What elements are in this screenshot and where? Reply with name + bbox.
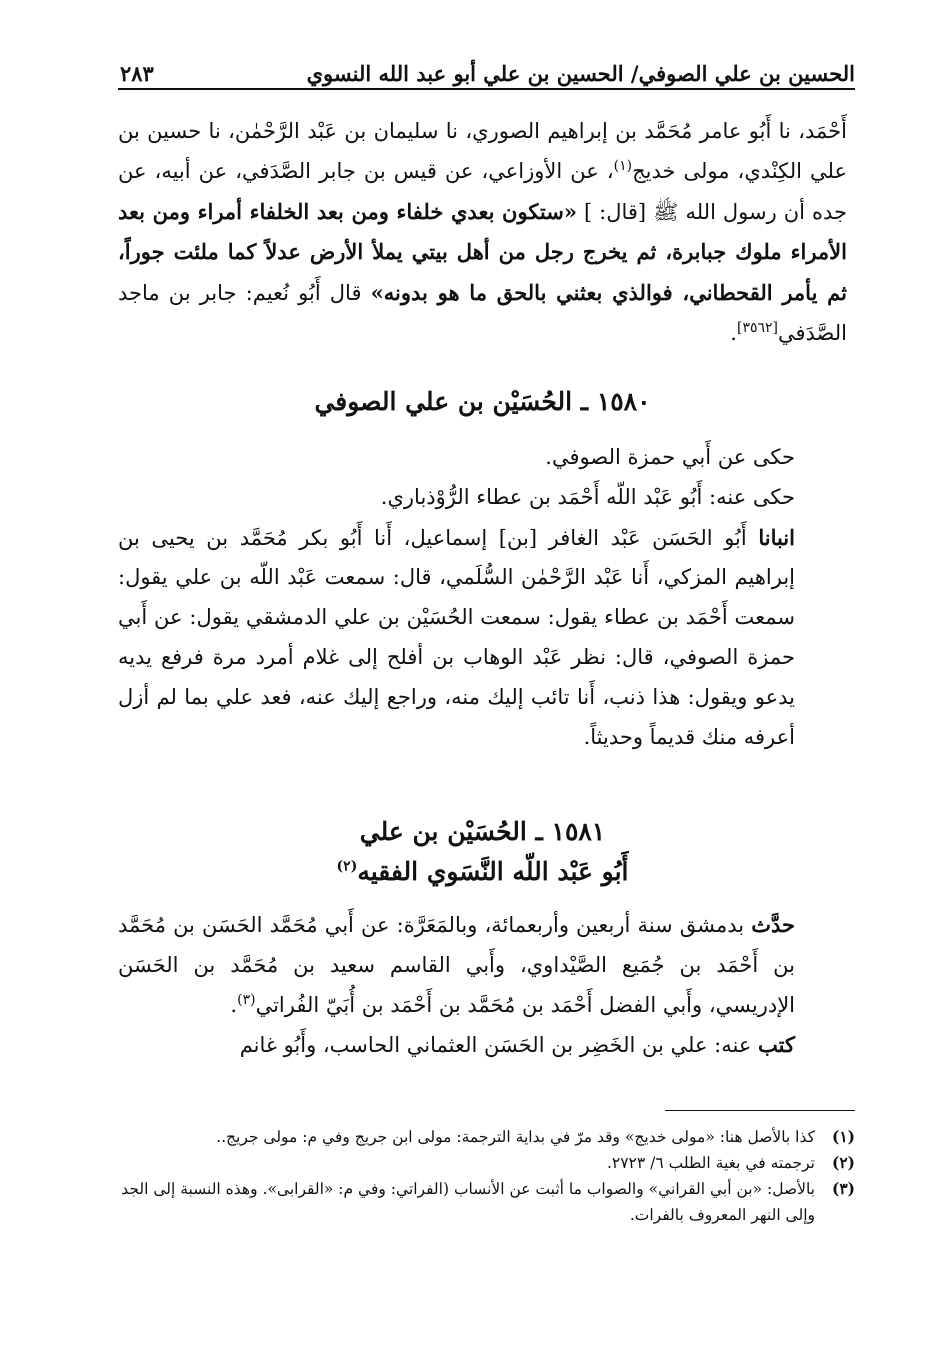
footnote-divider	[665, 1110, 855, 1111]
paragraph-text: أَبُو الحَسَن عَبْد الغافر [بن] إسماعيل، أَنا أَبُو بكر مُحَمَّد بن يحيى بن إبراهيم المزكي، أَنا عَبْد الرَّحْمٰن السُّلَمي، قال: سمعت عَبْد اللّه بن علي يقول: سمعت أَحْمَد بن عطاء يقول: سمعت الحُسَيْن بن علي الدمشقي يقول: عن أَبي حمزة الصوفي، قال: نظر عَبْد الوهاب بن أفلح إلى غلام أمرد مرة فرفع يديه يدعو ويقول: هذا ذنب، أَنا تائب إليك منه، وراجع إليك عنه، فعد علي بما لم أزل أعرفه منك قديماً وحديثاً.	[118, 525, 795, 749]
lead-word: كتب	[758, 1032, 795, 1058]
continuation-paragraph	[118, 112, 847, 354]
footnote-ref-2: (٢)	[336, 858, 358, 875]
entry-1581-paragraph-1	[118, 905, 847, 1025]
narrated-by-line: حكى عنه: أَبُو عَبْد اللّه أَحْمَد بن عطاء الرُّوْذباري.	[380, 484, 795, 509]
entry-1581-paragraph-2	[118, 1025, 847, 1066]
hadith-id-ref: [٣٥٦٢]	[736, 319, 778, 336]
footnote-number: (٣)	[831, 1179, 855, 1198]
footnote	[118, 1150, 855, 1176]
footnote-ref-1: (١)	[613, 157, 633, 174]
page-header	[120, 48, 855, 86]
entry-1580-heading: ١٥٨٠ ـ الحُسَيْن بن علي الصوفي	[314, 387, 651, 416]
narrator-comment: قال أَبُو نُعيم: جابر بن ماجد الصَّدَفي	[118, 281, 847, 345]
lead-word: حدَّث	[751, 912, 795, 937]
isnad-text-continued: ، عن الأوزاعي، عن قيس بن جابر الصَّدَفي، عن أبيه، عن جده أن رسول الله ﷺ [قال: ]	[118, 158, 847, 224]
isnad-text: أَحْمَد، نا أَبُو عامر مُحَمَّد بن إبراهيم الصوري، نا سليمان بن عَبْد الرَّحْمٰن، نا حسين بن علي الكِنْدي، مولى خديج	[118, 119, 847, 183]
running-title: الحسين بن علي الصوفي/ الحسين بن علي أبو عبد الله النسوي	[306, 61, 855, 86]
sentence-end: .	[230, 992, 238, 1017]
narrated-from-line: حكى عن أَبي حمزة الصوفي.	[545, 445, 795, 469]
heading-line-2	[118, 852, 847, 892]
header-divider	[118, 88, 855, 90]
paragraph-text: عنه: علي بن الخَضِر بن الحَسَن العثماني الحاسب، وأَبُو غانم	[239, 1033, 759, 1058]
footnote-ref-3: (٣)	[237, 991, 256, 1008]
footnote-number: (٢)	[831, 1153, 855, 1172]
page-number: ٢٨٣	[120, 61, 154, 86]
entry-1581-body	[118, 905, 847, 1066]
footnote	[118, 1176, 855, 1228]
entry-1580-paragraph	[118, 518, 847, 758]
footnote-text: بالأصل: «بن أبي القراني» والصواب ما أثبت عن الأنساب (الفراتي: وفي م: «القرابى». وهذه النسبة إلى الجد وإلى النهر المعروف بالفرات.	[121, 1180, 815, 1224]
lead-word: انبانا	[758, 524, 795, 550]
footnote-text: كذا بالأصل هنا: «مولى خديج» وقد مرّ في بداية الترجمة: مولى ابن جريج وفي م: مولى جريج..	[216, 1128, 815, 1146]
entry-1581-heading	[118, 812, 847, 892]
footnote	[118, 1124, 855, 1150]
paragraph-text: بدمشق سنة أربعين وأربعمائة، وبالمَعَرَّة: عن أَبي مُحَمَّد الحَسَن بن مُحَمَّد بن أَحْمَد بن جُمَيع الصَّيْداوي، وأَبي القاسم سعيد بن مُحَمَّد بن الحَسَن الإدريسي، وأَبي الفضل أَحْمَد بن مُحَمَّد بن أَحْمَد بن أُبَيّ الفُراتي	[118, 913, 795, 1017]
footnote-text: ترجمته في بغية الطلب ٦/ ٢٧٢٣.	[606, 1154, 815, 1172]
sentence-end: .	[730, 320, 737, 345]
footnote-number: (١)	[831, 1127, 855, 1146]
entry-1580-body	[118, 438, 847, 757]
footnotes	[118, 1124, 855, 1228]
heading-line-2-text: أَبُو عَبْد اللّه النَّسَوي الفقيه	[357, 857, 629, 886]
hadith-text: «ستكون بعدي خلفاء ومن بعد الخلفاء أمراء ومن بعد الأمراء ملوك جبابرة، ثم يخرج رجل من أهل بيتي يملأ الأرض عدلاً كما ملئت جوراً، ثم يأمر القحطاني، فوالذي بعثني بالحق ما هو بدونه»	[118, 198, 847, 306]
heading-line-1: ١٥٨١ ـ الحُسَيْن بن علي	[359, 817, 606, 846]
